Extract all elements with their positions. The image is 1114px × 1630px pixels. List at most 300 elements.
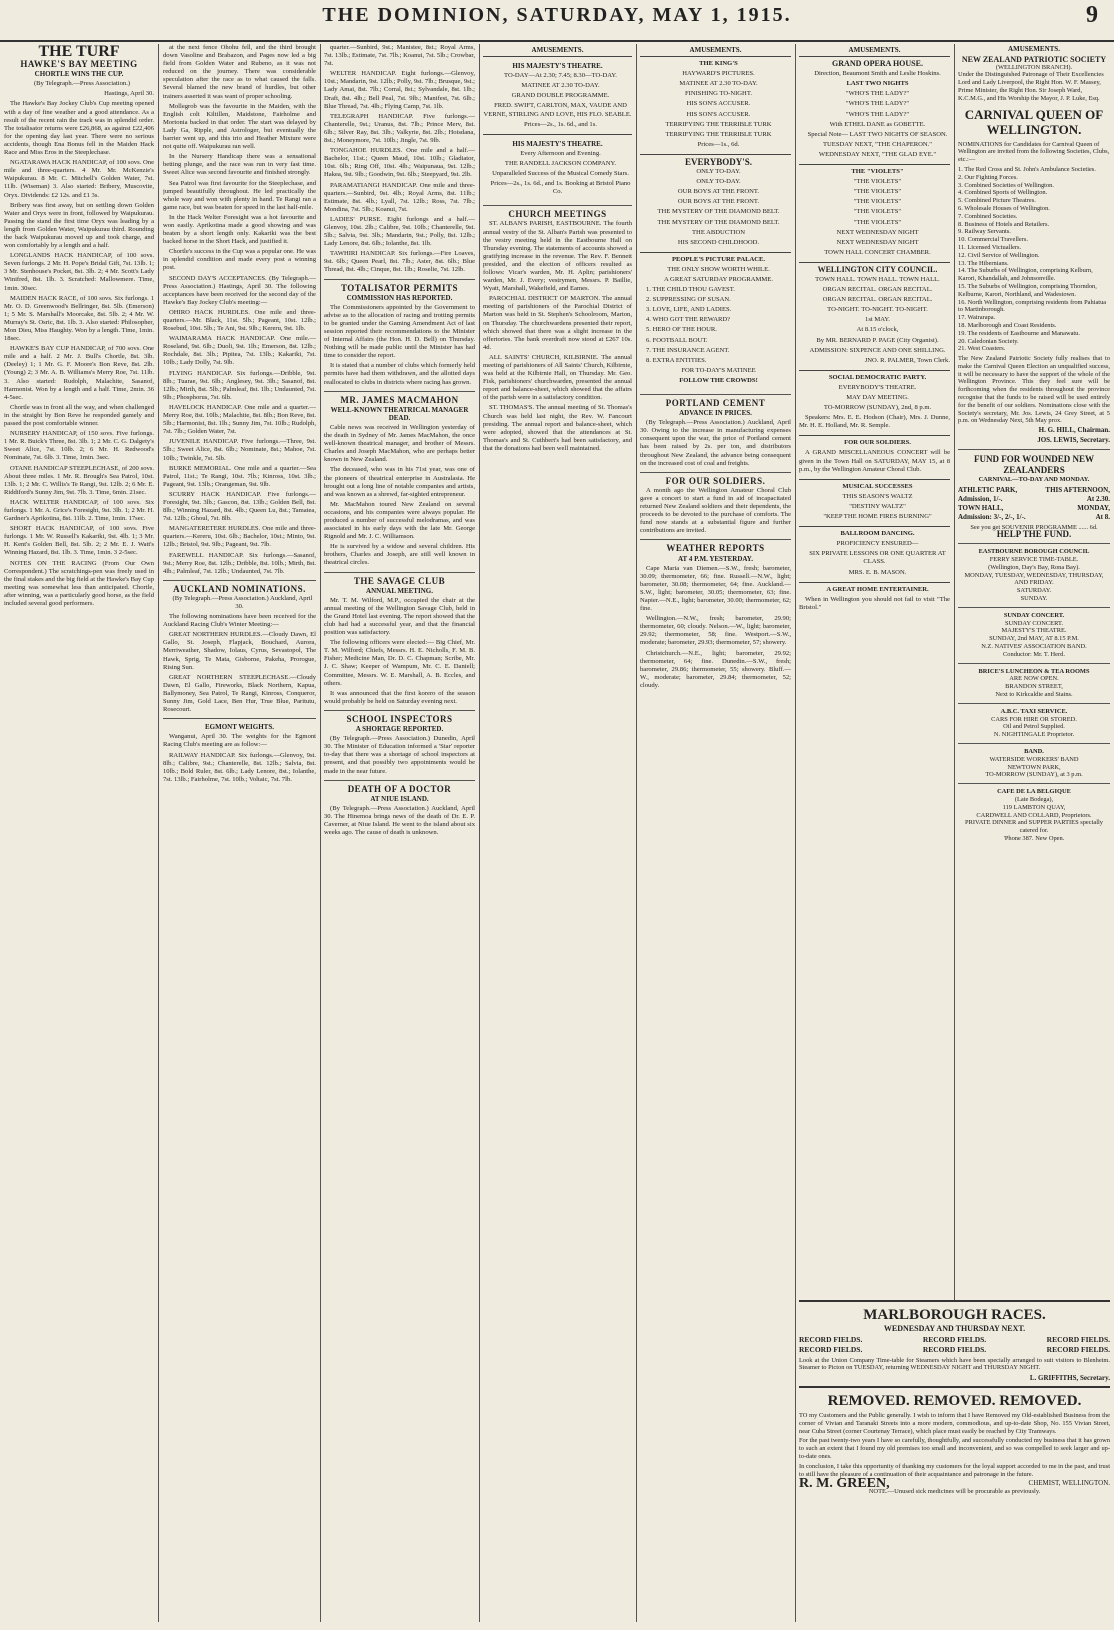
removed-title: REMOVED. REMOVED. REMOVED.: [827, 1392, 1082, 1409]
page-number: 9: [1086, 2, 1098, 28]
ad-line: 8. EXTRA ENTITIES.: [646, 356, 707, 364]
divider: [163, 580, 316, 581]
cafe-line: 119 LAMBTON QUAY,: [1002, 803, 1066, 811]
brice-line: Next to Kirkcaldie and Stains.: [995, 691, 1073, 698]
ad-line: 3. LOVE, LIFE, AND LADIES.: [646, 306, 732, 314]
fund-subtitle: CARNIVAL—TO-DAY AND MONDAY.: [978, 475, 1090, 483]
list-item: 8. Business of Hotels and Retailers.: [958, 220, 1050, 228]
paragraph: quarter.—Sunbird, 9st.; Manistee, 8st.; Royal Arms, 7st. 13lb.; Estimate, 7st. 7lb.; Koanui, 7st. 5lb.; Crowbar, 7st.: [324, 44, 475, 68]
ad-line: TERRIFYING THE TERRIBLE TURK: [665, 120, 772, 128]
ad-line: Special Note— LAST TWO NIGHTS OF SEASON.: [807, 130, 948, 138]
article-subheadline: WELL-KNOWN THEATRICAL MANAGER DEAD.: [330, 405, 469, 422]
nominations-intro: NOMINATIONS for Candidates for Carnival Queen of Wellington are invited from the following Societies, Clubs, etc.:—: [958, 140, 1110, 164]
paragraph: ST. THOMAS'S. The annual meeting of St. Thomas's Church was held last night, the Rev. W. Fancourt presiding. The annual report and balance-sheet, which were adopted, showed that the attendances at St. Thomas's and St. Cuthbert's had been satisfactory, and that the donations had been well maintained.: [483, 404, 632, 452]
paragraph: SECOND DAY'S ACCEPTANCES. (By Telegraph.—Press Association.) Hastings, April 30. The following acceptances have been received for the second day of the Hawke's Bay Jockey Club's meeting:—: [163, 274, 316, 306]
ad-line: With ETHEL DANE as GOBETTE.: [829, 120, 926, 128]
article-headline: AUCKLAND NOMINATIONS.: [173, 583, 306, 594]
eastbourne-line: (Wellington, Day's Bay, Rona Bay).: [988, 563, 1080, 571]
removed-text: TO my Customers and the Public generally. I wish to inform that I have Removed my Old-established Business from the corner of Vivian and Taranaki Streets into a more modern, commodious, and up-to-date Shop, No. 155 Vivian Street, near Cuba Street (corner Courtenay Terrace), which place must easily be reached by City Tramways.: [799, 1411, 1110, 1435]
article-headline: THE SAVAGE CLUB: [353, 575, 446, 586]
paragraph: Christchurch.—N.E., light; barometer, 29.92; thermometer, 64; fine. Dunedin.—S.W., fresh; barometer, 29.86; thermometer, 55; showery. Bluff.—W., moderate; barometer, 29.84; thermometer, 52; cloudy.: [640, 649, 791, 689]
list-item: 15. The Suburbs of Wellington, comprising Thorndon, Kelburne, Karori, Northland, and Wadestown.: [958, 282, 1097, 298]
eastbourne-line: SUNDAY.: [1020, 595, 1048, 603]
fund-time: THIS AFTERNOON,: [1045, 485, 1110, 494]
list-item: 17. Wairarapa.: [958, 314, 996, 322]
paragraph: The Commissioners appointed by the Government to advise as to the allocation of racing and trotting permits to be granted under the Gaming Amendment Act of last session reported their recommendations to the Minister of Internal Affairs (the Hon. H. D. Bell) on Thursday. Nothing will be made public until the Minister has had time to consider the report.: [324, 303, 475, 360]
article-subheadline: COMMISSION HAS REPORTED.: [346, 293, 453, 302]
article-headline: WEATHER REPORTS: [666, 543, 765, 554]
signature: JOS. LEWIS, Secretary.: [1037, 436, 1110, 445]
ad-title: A GREAT HOME ENTERTAINER.: [826, 585, 929, 593]
article-headline: PORTLAND CEMENT: [665, 398, 766, 408]
ad-line: Unparalleled Success of the Musical Comedy Stars.: [492, 170, 629, 178]
ad-line: "KEEP THE HOME FIRES BURNING": [823, 513, 932, 521]
list-item: 6. Wholesale Houses of Wellington.: [958, 204, 1050, 212]
column-racing-cont: [163, 44, 316, 1622]
ad-line: Prices—1s., 6d.: [697, 140, 740, 148]
ad-line: THE ONLY SHOW WORTH WHILE.: [667, 265, 770, 273]
list-item: 13. The Hibernians.: [958, 259, 1009, 267]
ad-line: OUR BOYS AT THE FRONT.: [677, 198, 760, 206]
paragraph: The deceased, who was in his 71st year, was one of the pioneers of theatrical enterprise in Australasia. He brought out a long line of notable companies and artists, and was known as a shrewd, far-sighted entrepreneur.: [324, 466, 475, 498]
ad-title: GRAND OPERA HOUSE.: [832, 59, 923, 69]
ad-line: A GREAT SATURDAY PROGRAMME.: [664, 275, 773, 283]
article-subheadline: A SHORTAGE REPORTED.: [355, 725, 444, 734]
article-headline: DEATH OF A DOCTOR: [347, 783, 452, 794]
divider: [958, 703, 1110, 704]
fund-admission: Admission, 1/-.: [958, 494, 1003, 503]
divider: [640, 394, 791, 395]
column-rule: [795, 44, 796, 1622]
article-headline: CHURCH MEETINGS: [508, 209, 607, 220]
advertisement-peoples: [640, 252, 791, 390]
fund-time: MONDAY,: [1077, 503, 1110, 512]
taxi-title: A.B.C. TAXI SERVICE.: [1000, 707, 1068, 715]
divider: [324, 572, 475, 573]
ad-line: 2. SUPPRESSING OF SUSAN.: [646, 296, 731, 304]
ad-line: HIS SECOND CHILDHOOD.: [677, 238, 760, 246]
paragraph: NURSERY HANDICAP, of 150 sovs. Five furlongs. 1 Mr. R. Buick's Three, 8st. 3lb. 1; 2 Mr. C. G. Dalgety's Sweet Alice, 7st. 10lb. 2; 6 Mr. H. Redwood's Nominate, 7st. 6lb. 3. Time, 1min. 3sec.: [4, 430, 154, 462]
article-headline: SCHOOL INSPECTORS: [346, 713, 453, 724]
divider: [163, 718, 316, 719]
article-subheadline: ADVANCE IN PRICES.: [679, 409, 752, 418]
ad-line: "WHO'S THE LADY?": [845, 90, 910, 98]
brice-line: ARE NOW OPEN.: [1009, 675, 1059, 683]
divider: [324, 780, 475, 781]
concert-line: MAJESTY'S THEATRE.: [1001, 627, 1067, 635]
masthead-title: THE DOMINION, SATURDAY, MAY 1, 1915.: [322, 4, 792, 26]
ad-line: LAST TWO NIGHTS: [846, 80, 909, 88]
ad-line: TUESDAY NEXT, "THE CHAPERON.": [823, 140, 932, 148]
paragraph: Chortle's success in the Cup was a popular one. He was in splendid condition and made every post a winning post.: [163, 248, 316, 272]
list-item: 7. Combined Societies.: [958, 212, 1018, 220]
marlborough-title: MARLBOROUGH RACES.: [863, 1307, 1046, 1323]
concert-line: SUNDAY CONCERT.: [1005, 619, 1063, 627]
paragraph: The following officers were elected:— Big Chief, Mr. T. M. Wilford; Chiefs, Messrs. H. E. Nicholls, F. M. B. Fisher; Medicine Man, Dr. D. C. Chapman; Scribe, Mr. J. C. Shaw; Keeper of Wampum, Mr. C. E. Daniell; Committee, Messrs. W. E. Marshall, A. B. Eccles, and others.: [324, 639, 475, 687]
paragraph: OHIRO HACK HURDLES. One mile and three-quarters.—Mr. Black, 11st. 5lb.; Pageant, 10st. 12lb.; Rosebud, 10st. 5lb.; Te Ani, 9st. 9lb.; Kereru, 9st. 1lb.: [163, 308, 316, 333]
ad-line: 6. FOOTBALL BOUT.: [646, 336, 708, 344]
article-subheadline: AT 4 P.M. YESTERDAY.: [678, 554, 753, 563]
patronage-text: Under the Distinguished Patronage of Their Excellencies Lord and Lady Liverpool, the Right Hon. W. F. Massey, Prime Minister, the Right Hon. Sir Joseph Ward, K.C.M.G., and His Worship the Mayor, J. P. Luke, Esq.: [958, 71, 1104, 102]
record-fields-row: [799, 1346, 1110, 1354]
record-fields: RECORD FIELDS.: [922, 1344, 987, 1354]
advertisement: [483, 56, 632, 134]
ad-line: A GRAND MISCELLANEOUS CONCERT will be given in the Town Hall on SATURDAY, MAY 15, at 8 p.m., by the Wellington Amateur Choral Club.: [799, 449, 950, 473]
ad-line: "THE VIOLETS": [853, 218, 902, 226]
list-item: 3. Combined Societies of Wellington.: [958, 181, 1054, 189]
paragraph: GREAT NORTHERN HURDLES.—Cloudy Dawn, El Gallo, St. Joseph, Flapjack, Bouchard, Aurora, Merriweather, Shadow, Iolaus, Cyrus, Sevastopol, The Hawk, Sprig, Te Mata, Gisborne, Pakeha, Prorogue, Rising Sun.: [163, 631, 316, 671]
fund-time: At 8.: [1095, 512, 1110, 521]
divider: [958, 607, 1110, 608]
paragraph: Wellington.—N.W., fresh; barometer, 29.90; thermometer, 60; cloudy. Nelson.—W., light; barometer, 29.92; thermometer, 58; fine. Westport.—S.W., moderate; barometer, 29.93; thermometer, 57; showery.: [640, 615, 791, 647]
taxi-line: N. NIGHTINGALE Proprietor.: [993, 731, 1075, 739]
byline: (By Telegraph.—Press Association.) Auckland, April 30.: [172, 594, 313, 610]
ad-line: At 8.15 o'clock,: [856, 326, 899, 334]
ad-line: HAYWARD'S PICTURES.: [682, 70, 755, 78]
divider: [640, 539, 791, 540]
column-rule: [158, 44, 159, 1622]
paragraph: BURKE MEMORIAL. One mile and a quarter.—Sea Patrol, 11st.; Te Rangi, 10st. 7lb.; Kinross, 10st. 3lb.; Pageant, 9st. 13lb.; Orangeman, 9st. 9lb.: [163, 464, 316, 488]
ad-line: FOR TO-DAY'S MATINEE: [681, 366, 756, 374]
society-subtitle: (WELLINGTON BRANCH).: [995, 63, 1073, 71]
paragraph: (By Telegraph.—Press Association.) Auckland, April 30. The Hinemoa brings news of the death of Dr. E. P. Caverner, at Niue Island. He went to the island about six weeks ago. The cause of death is unknown.: [324, 804, 475, 837]
divider: [640, 472, 791, 473]
paragraph: In the Hack Welter Foresight was a hot favourite and won easily. Aprikotina made a good showing and was beaten by a short length only. Kakariki was the best backed horse in the Short Hack, and justified it.: [163, 213, 316, 246]
ad-line: 4. WHO GOT THE REWARD?: [646, 316, 731, 324]
paragraph: He is survived by a widow and several children. His brothers, Charles and Joseph, are still well known in theatrical circles.: [324, 543, 475, 567]
ad-line: TO-NIGHT. TO-NIGHT. TO-NIGHT.: [827, 306, 928, 314]
paragraph: NOTES ON THE RACING (From Our Own Correspondent.) The scratchings-pen was freely used in the final stakes and the big field at the Hawke's Bay Cup meeting was somewhat less than anticipated. Chortle, after winning, was a particularly good horse, as the field included several good performers.: [4, 559, 154, 607]
list-item: 9. Railway Servants.: [958, 228, 1011, 236]
paragraph: A month ago the Wellington Amateur Choral Club gave a concert to start a fund in aid of incapacitated returned New Zealand soldiers and their dependents, the proceeds to be devoted to the purchase of comforts. The fund now stands at a substantial figure and further contributions are invited.: [640, 486, 791, 535]
column-amusements-2: [640, 44, 791, 1622]
record-fields: RECORD FIELDS.: [1046, 1335, 1110, 1344]
article-headline: HAWKE'S BAY MEETING: [20, 59, 138, 70]
list-item: 11. Licensed Victuallers.: [958, 243, 1022, 251]
ad-title: WELLINGTON CITY COUNCIL.: [817, 264, 938, 274]
ad-line: ORGAN RECITAL. ORGAN RECITAL.: [822, 296, 933, 304]
paragraph: LONGLANDS HACK HANDICAP, of 100 sovs. Seven furlongs. 2 Mr. H. Pope's Bridal Gift, 7st. 13lb. 1; 3 Mr. Stenhouse's Pocket, 8st. 3lb. 2; 4 Mr. Scott's Lady Winifred, 8st. 1lb. 3. Scratched: Mallowmere. Time, 1min. 30sec.: [4, 252, 154, 292]
green-name: R. M. GREEN,: [799, 1476, 890, 1492]
advertisement-soldiers: [799, 435, 950, 478]
paragraph: Cape Maria van Diemen.—S.W., fresh; barometer, 30.09; thermometer, 66; fine. Russell.—N.W., light; barometer, 30.08; thermometer, 64; fine. Auckland.—S.W., light; barometer, 30.05; thermometer, 63; fine. Napier.—N.E., light; barometer, 30.00; thermometer, 62; fine.: [640, 564, 791, 613]
paragraph: at the next fence Ohohu fell, and the third brought down Vasoline and Brabazon, and Pages now led a big field from Golden Water and Rubeno, as it was not reduced on the journey. There was considerable speculation after the race as to what caused the falls. Several blamed the new brand of hurdles, but other trainers asserted it was want of proper schooling.: [163, 44, 316, 100]
paragraph: FAREWELL HANDICAP. Six furlongs.—Sasanof, 9st.; Merry Roe, 8st. 12lb.; Dribble, 8st. 10lb.; Mirth, 8st. 4lb.; Palmleaf, 7st. 12lb.; Undaunted, 7st. 7lb.: [163, 551, 316, 575]
cafe-line: CARDWELL AND COLLARD, Proprietors.: [976, 811, 1092, 819]
marlborough-subtitle: WEDNESDAY AND THURSDAY NEXT.: [883, 1324, 1026, 1333]
divider: [958, 743, 1110, 744]
ad-line: THE MYSTERY OF THE DIAMOND BELT.: [657, 208, 780, 216]
fund-admission: Admission: 3/-, 2/-, 1/-.: [958, 512, 1026, 521]
paragraph: Sea Patrol was first favourite for the Steeplechase, and jumped beautifully throughout. He led practically the whole way and won with plenty in hand. Te Rangi ran a game race, but was beaten for speed in the last half-mile.: [163, 179, 316, 211]
paragraph: JUVENILE HANDICAP. Five furlongs.—Three, 9st. 5lb.; Sweet Alice, 8st. 6lb.; Nominate, 8st.; Mahoe, 7st. 10lb.; Twinkle, 7st. 5lb.: [163, 438, 316, 462]
divider: [958, 449, 1110, 450]
ad-line: 1st MAY.: [865, 316, 890, 324]
taxi-line: CARS FOR HIRE OR STORED.: [991, 715, 1077, 723]
column-amusements-1: [483, 44, 632, 1622]
band-line: TO-MORROW (SUNDAY), at 3 p.m.: [985, 771, 1083, 779]
removed-text: For the past twenty-two years I have so carefully, thoughtfully, and successfully conducted my business that it has grown to such an extent that I found my old premises too small and inconvenient, and so was compelled to seek larger and up-to-date ones.: [799, 1437, 1110, 1460]
paragraph: The Hawke's Bay Jockey Club's Cup meeting opened with a day of fine weather and a good attendance. As a result of the recent rain the track was in splendid order. The totalisator returns were £26,868, as against £22,406 for the opening day last year. There were no serious accidents, though Ena Bonus fell in the Maiden Hack Race and Miss Eros in the Steeplechase.: [4, 100, 154, 157]
ad-line: THE MYSTERY OF THE DIAMOND BELT.: [657, 218, 780, 226]
ad-line: Every Afternoon and Evening.: [520, 149, 601, 157]
byline: (By Telegraph.—Press Association.): [33, 80, 131, 88]
advertisement-ballroom: [799, 526, 950, 581]
paragraph: Mr. MacMahon toured New Zealand on several occasions, and his companies were always popular. He produced a number of successful melodramas, and was associated in his early days with the late Mr. George Rignold and Mr. J. C. Williamson.: [324, 500, 475, 541]
bottom-right-ads: [799, 1300, 1110, 1622]
marlborough-note: Look at the Union Company Time-table for Steamers which have been specially arranged to suit visitors to Blenheim. Steamer to Picton on TUESDAY, returning WEDNESDAY NIGHT and THURSDAY NIGHT.: [799, 1356, 1110, 1372]
ad-line: EVERYBODY'S THEATRE.: [838, 383, 917, 391]
ad-line: Direction, Beaumont Smith and Leslie Hoskins.: [814, 70, 941, 78]
eastbourne-line: MONDAY, TUESDAY, WEDNESDAY, THURSDAY, AND FRIDAY.: [964, 571, 1104, 587]
ad-line: 7. THE INSURANCE AGENT.: [646, 346, 730, 354]
paragraph: Wanganui, April 30. The weights for the Egmont Racing Club's meeting are as follow:—: [163, 733, 316, 749]
paragraph: (By Telegraph.—Press Association.) Dunedin, April 30. The Minister of Education informed a 'Star' reporter to-day that there was a shortage of school inspectors at present, and that possibly two appointments would be made in the near future.: [324, 735, 475, 775]
ad-line: HIS SON'S ACCUSER.: [686, 100, 751, 108]
band-line: WATERSIDE WORKERS' BAND: [989, 755, 1079, 763]
ad-line: "THE VIOLETS": [853, 188, 902, 196]
paragraph: WELTER HANDICAP. Eight furlongs.—Glenvoy, 10st.; Mandarin, 9st. 12lb.; Polly, 9st. 7lb.; Brusque, 9st.; Lady Amai, 8st. 7lb.; Corral, 8st.; Sylvandale, 8st. 1lb.; Draft, 8st. 4lb.; Bell Peal, 7st. 9lb.; Manifest, 7st. 6lb.; Blue Thread, 7st. 4lb.; Flying Camp, 7st. 1lb.: [324, 70, 475, 110]
divider: [958, 543, 1110, 544]
fund-right: [1045, 486, 1110, 522]
ad-title: FOR OUR SOLDIERS.: [844, 439, 911, 447]
ad-line: MATINEE AT 2.30 TO-DAY.: [521, 82, 600, 90]
society-title: NEW ZEALAND PATRIOTIC SOCIETY: [961, 54, 1107, 64]
band-title: BAND.: [1024, 747, 1044, 755]
paragraph: TELEGRAPH HANDICAP. Five furlongs.—Chanterelle, 9st.; Uranus, 8st. 7lb.; Prince Merv, 8st. 6lb.; Silver Ray, 8st. 3lb.; Valkyrie, 8st. 2lb.; Hoisdana, 8st.; Moneymore, 7st. 10lb.; Jingle, 7st. 9lb.: [324, 112, 475, 145]
record-fields: RECORD FIELDS.: [922, 1335, 987, 1344]
ad-line: When in Wellington you should not fail to visit "The Bristol.": [799, 595, 950, 611]
concert-line: N.Z. NATIVES' ASSOCIATION BAND.: [981, 643, 1087, 651]
fund-venue: TOWN HALL,: [958, 503, 1004, 512]
paragraph: TAWHIRI HANDICAP. Six furlongs.—Fire Loaves, 9st. 6lb.; Queen Pearl, 8st. 7lb.; Aster, 8st. 6lb.; Blue Thread, 8st. 4lb.; Cinque, 8st. 1lb.; Roselie, 7st. 12lb.: [324, 250, 475, 274]
paragraph: NGATARAWA HACK HANDICAP, of 100 sovs. One mile and three-quarters. 4 Mr. Mr. McKenzie's Waipukurau. 8 Mr. C. Mitchell's Golden Water, 7st. 11lb. (Wiseman) 3. Also started: Bribery, Muscovite, Oryx. Dividends: £2 12s. and £1 3s.: [4, 159, 154, 199]
record-fields: RECORD FIELDS.: [799, 1335, 863, 1344]
ad-title: EVERYBODY'S.: [685, 156, 752, 167]
paragraph: Bribery was first away, but on settling down Golden Water and Oryx were in front, followed by Waipukurau. Passing the stand the first time Oryx was leading by a length from Golden Water, Waipukurau third. Rounding the back Waipukurau moved up and took charge, and won comfortably by a length and a half.: [4, 201, 154, 250]
article-headline: EGMONT WEIGHTS.: [205, 723, 274, 732]
paragraph: RAILWAY HANDICAP. Six furlongs.—Glenvoy, 9st. 8lb.; Calibre, 9st.; Chanterelle, 8st. 12lb.; Salvia, 8st. 10lb.; Bold Ruler, 8st. 6lb.; Lady Lenore, 8st.; Iolanthe, 7st. 13lb.; Fairholme, 7st. 10lb.; Voltaic, 7st. 7lb.: [163, 751, 316, 783]
cafe-title: CAFE DE LA BELGIQUE: [997, 788, 1071, 796]
paragraph: MANGATERETERE HURDLES. One mile and three-quarters.—Kereru, 10st. 6lb.; Bachelor, 10st.; Minto, 9st. 12lb.; Bristol, 9st. 9lb.; Pageant, 9st. 7lb.: [163, 525, 316, 549]
article-subheadline: CHORTLE WINS THE CUP.: [34, 70, 124, 79]
ad-line: NEXT WEDNESDAY NIGHT: [836, 238, 919, 246]
record-fields: RECORD FIELDS.: [799, 1344, 863, 1354]
ad-line: MRS. E. B. MASON.: [848, 568, 907, 576]
divider: [483, 205, 632, 206]
advertisement-council: [799, 262, 950, 370]
ad-line: THE ABDUCTION: [692, 228, 745, 236]
signature: H. G. HILL, Chairman.: [1038, 426, 1110, 435]
divider: [324, 279, 475, 280]
ad-line: By MR. BERNARD P. PAGE (City Organist).: [816, 336, 939, 344]
ad-line: WEDNESDAY NEXT, "THE GLAD EYE.": [818, 150, 937, 158]
ad-line: FRED. SWIFT, CARLTON, MAX, VAUDE AND VERNE, STIRLING AND LOVE, HIS FLO. SEABLE.: [483, 102, 632, 118]
list-item: 1. The Red Cross and St. John's Ambulance Societies.: [958, 165, 1096, 173]
souvenir-note: See you get SOUVENIR PROGRAMME ...... 6d.: [970, 523, 1098, 531]
ad-line: "WHO'S THE LADY?": [845, 100, 910, 108]
fund-time: At 2.30.: [1086, 494, 1110, 503]
ad-line: NEXT WEDNESDAY NIGHT: [836, 228, 919, 236]
column-rule: [320, 44, 321, 1622]
ad-line: TO-MORROW (SUNDAY), 2nd, 8 p.m.: [823, 404, 932, 412]
carnival-title: CARNIVAL QUEEN OF WELLINGTON.: [964, 106, 1104, 137]
ad-line: FINISHING TO-NIGHT.: [684, 90, 753, 98]
cafe-line: 'Phone 387. New Open.: [1003, 834, 1065, 842]
paragraph: It is stated that a number of clubs which formerly held permits have had them withdrawn, and the allotted days reallocated to clubs in districts where racing has grown.: [324, 362, 475, 386]
paragraph: HAWKE'S BAY CUP HANDICAP, of 700 sovs. One mile and a half. 2 Mr. J. Bull's Chortle, 8st. 3lb. (Deeley) 1; 1 Mr. G. F. Moore's Bon Reve, 8st. 2lb. (Young) 2; 3 Mr. A. B. Williams's Merry Roe, 7st. 11lb. 3. Also started: Rudolph, Malachite, Sasanof, Harmonist. Won by a length and a half. Time, 2min. 36 4-5sec.: [4, 345, 154, 401]
article-subheadline: ANNUAL MEETING.: [366, 586, 433, 595]
list-item: 2. Our Fighting Forces.: [958, 173, 1018, 181]
paragraph: WAIMARAMA HACK HANDICAP. One mile.—Roseland, 9st. 6lb.; Duoli, 9st. 1lb.; Emerson, 8st. 12lb.; Rochdale, 8st. 3lb.; Pipitea, 7st. 13lb.; Kakariki, 7st. 10lb.; Lady Dolly, 7st. 9lb.: [163, 335, 316, 367]
ad-line: HIS SON'S ACCUSER.: [686, 110, 751, 118]
ad-line: ONLY TO-DAY.: [696, 178, 741, 186]
record-fields-row: [799, 1336, 1110, 1344]
ad-line: Prices—2s., 1s. 6d., and 1s.: [524, 120, 597, 128]
divider: [324, 391, 475, 392]
ad-line: THE RANDELL JACKSON COMPANY.: [504, 159, 617, 167]
paragraph: OTANE HANDICAP STEEPLECHASE, of 200 sovs. About three miles. 1 Mr. R. Brough's Sea Patrol, 10st. 13lb. 1; 2 Mr. C. Willis's Te Rangi, 9st. 12lb. 2; 6 Mr. E. Riddiford's Sunny Jim, 9st. 7lb. 3. Time, 6min. 21sec.: [4, 464, 154, 496]
ad-line: TO-DAY—At 2.30; 7.45; 8.30—TO-DAY.: [504, 72, 617, 80]
removed-text: In conclusion, I take this opportunity of thanking my customers for the loyal support accorded to me in the past, and trust to still have the pleasure of a continuation of their acquaintance and patronage in the future.: [799, 1462, 1110, 1478]
list-item: 4. Combined Sports of Wellington.: [958, 189, 1048, 197]
carnival-body: The New Zealand Patriotic Society fully realises that to make the Carnival Queen Election an unqualified success, it will be necessary to have the support of the whole of the Wellington Province. This they feel sure will be forthcoming when the residents throughout the province recognise that the funds to be raised will be used entirely for the benefit of our soldiers. Nominations close with the Society's secretary, Mr. Jos. Lewis, 24 Grey Street, at 5 p.m. on Wednesday Next, 5th May prox.: [958, 355, 1110, 425]
paragraph: SCURRY HACK HANDICAP. Five furlongs.—Foresight, 9st. 3lb.; Gascon, 8st. 13lb.; Golden Bell, 8st. 8lb.; Winning Hazard, 8st. 4lb.; Queen Lu, 8st.; Tamatea, 7st. 12lb.; Ghoul, 7st. 8lb.: [163, 490, 316, 523]
section-heading: AMUSEMENTS.: [689, 46, 742, 54]
fund-left: [958, 486, 1026, 522]
masthead: [0, 0, 1114, 42]
list-item: 10. Commercial Travellers.: [958, 236, 1028, 244]
concert-title: SUNDAY CONCERT.: [1003, 611, 1065, 619]
paragraph: ST. ALBAN'S PARISH, EASTBOURNE. The fourth annual vestry of the St. Alban's Parish was presented to the vestry meeting held in the Eastbourne Hall on Thursday evening. The statements of accounts showed a gratifying increase in the revenue. The Rev. F. Bennett presided, and the election of officers resulted as follows: Vicar's warden, Mr. H. Aplin; parishioners' warden, Mr. J. Every; vestrymen, Messrs. P. Baillie, Wyatt, Marshall, Wakefield, and Eames.: [483, 220, 632, 293]
divider: [958, 663, 1110, 664]
divider: [958, 783, 1110, 784]
ad-title: BALLROOM DANCING.: [840, 530, 915, 538]
paragraph: Chortle was in front all the way, and when challenged in the straight by Bon Reve he responded gamely and passed the post comfortable winner.: [4, 403, 154, 428]
list-item: 19. The residents of Eastbourne and Manawatu.: [958, 329, 1080, 337]
marlborough-signature: L. GRIFFITHS, Secretary.: [1029, 1374, 1110, 1383]
paragraph: HACK WELTER HANDICAP, of 100 sovs. Six furlongs. 1 Mr. A. Grice's Foresight, 9st. 3lb. 1; 2 Mr. H. Gardner's Aprikotina, 8st. 11lb. 2. Time, 1min. 17sec.: [4, 498, 154, 523]
advertisement-everybodys: [640, 154, 791, 252]
list-item: 12. Civil Service of Wellington.: [958, 251, 1040, 259]
paragraph: Mr. T. M. Wilford, M.P., occupied the chair at the annual meeting of the Wellington Savage Club, held in the Grand Hotel last evening. The report showed that the club had had a successful year, and that the financial position was satisfactory.: [324, 596, 475, 637]
taxi-line: Oil and Petrol Supplied.: [1003, 723, 1065, 731]
ad-line: ORGAN RECITAL. ORGAN RECITAL.: [822, 286, 933, 294]
column-rule: [479, 44, 480, 1622]
advertisement-kings: [640, 56, 791, 154]
band-line: NEWTOWN PARK,: [1007, 763, 1061, 771]
ad-line: "THE VIOLETS": [853, 198, 902, 206]
paragraph: LADIES' PURSE. Eight furlongs and a half.—Glenvoy, 10st. 2lb.; Calibre, 9st. 10lb.; Chanterelle, 9st. 5lb.; Salvia, 9st. 3lb.; Mandarin, 9st.; Polly, 8st. 12lb.; Lady Lenore, 8st. 6lb.; Iolanthe, 8st. 1lb.: [324, 215, 475, 248]
ad-line: FOLLOW THE CROWDS!: [679, 376, 758, 384]
dateline: Hastings, April 30.: [104, 90, 154, 98]
ad-title: SOCIAL DEMOCRATIC PARTY.: [828, 373, 927, 381]
ad-line: 1. THE CHILD THOU GAVEST.: [646, 286, 735, 294]
paragraph: ALL SAINTS' CHURCH, KILBIRNIE. The annual meeting of parishioners of All Saints' Church, Kilbirnie, was held at the Kilbirnie Hall, on Thursday. Mr. Geo. Fisk, parishioners' churchwarden, presented the annual report and balance-sheet, which showed that the affairs of the parish were in a satisfactory condition.: [483, 353, 632, 402]
nominations-list: [958, 166, 1110, 353]
column-turf: [4, 44, 154, 1622]
ad-title: PEOPLE'S PICTURE PALACE.: [671, 255, 766, 263]
paragraph: HAVELOCK HANDICAP. One mile and a quarter.—Merry Roe, 8st. 10lb.; Malachite, 8st. 8lb.; Bon Reve, 8st. 5lb.; Harmonist, 8st. 1lb.; Sunny Jim, 7st. 10lb.; Rudolph, 7st. 7lb.; Golden Water, 7st.: [163, 403, 316, 436]
section-heading: AMUSEMENTS.: [531, 46, 584, 54]
ad-line: SIX PRIVATE LESSONS OR ONE QUARTER AT CLASS.: [809, 550, 946, 566]
concert-line: SUNDAY, 2nd MAY, AT 8.15 P.M.: [989, 635, 1079, 643]
fund-venue: ATHLETIC PARK,: [958, 485, 1018, 494]
advertisement-entertainer: [799, 582, 950, 617]
ad-line: GRAND DOUBLE PROGRAMME.: [511, 92, 610, 100]
ad-line: TERRIFYING THE TERRIBLE TURK: [665, 130, 772, 138]
record-fields: RECORD FIELDS.: [1046, 1344, 1110, 1354]
ad-line: TOWN HALL CONCERT CHAMBER.: [824, 248, 931, 256]
list-item: 21. West Coasters.: [958, 345, 1006, 353]
advertisement-opera: [799, 56, 950, 164]
column-rule: [636, 44, 637, 1622]
list-item: 14. The Suburbs of Wellington, comprising Kelburn, Karori, Khandallah, and Johnsonville.: [958, 267, 1093, 283]
green-trade: CHEMIST, WELLINGTON.: [1028, 1479, 1110, 1488]
ad-line: ONLY TO-DAY.: [696, 168, 741, 176]
ad-line: JNO. R. PALMER, Town Clerk.: [864, 356, 950, 364]
article-headline: FOR OUR SOLDIERS.: [665, 475, 766, 486]
ad-line: Speakers: Mrs. E. E. Hodson (Chair), Mrs. J. Dunne, Mr. H. E. Holland, Mr. R. Semple.: [799, 414, 950, 430]
ad-line: TOWN HALL. TOWN HALL. TOWN HALL.: [815, 275, 940, 283]
ad-line: "DESTINY WALTZ": [849, 502, 906, 510]
advertisement-violets: [799, 164, 950, 262]
paragraph: MAIDEN HACK RACE, of 100 sovs. Six furlongs. 1 Mr. O. D. Greenwood's Bellringer, 8st. 5lb. (Emerson) 1; 5 Mr. S. Marshall's Moorcake, 8st. 5lb. 2; 4 Mr. W. Murray's St. Osric, 8st. 1lb. 3. Also started: Philosopher, Mon Dieu, Miss Haughty. Won by a length. Time, 1min. 18sec.: [4, 294, 154, 343]
list-item: 16. North Wellington, comprising residents from Pahiatua to Martinborough.: [958, 298, 1107, 314]
concert-line: Conductor: Mr. T. Herd.: [1003, 650, 1065, 658]
ad-line: "THE VIOLETS": [853, 208, 902, 216]
cafe-line: PRIVATE DINNER and SUPPER PARTIES specially catered for.: [965, 819, 1103, 835]
advertisement-social: [799, 370, 950, 436]
ad-line: MAY DAY MEETING.: [846, 394, 909, 401]
paragraph: PARAMATIANGI HANDICAP. One mile and three-quarters.—Sunbird, 9st. 4lb.; Royal Arms, 8st. 11lb.; Estimate, 8st. 4lb.; Lyall, 7st. 12lb.; Ross, 7st. 7lb.; Mondina, 7st. 5lb.; Koanui, 7st.: [324, 181, 475, 213]
paragraph: (By Telegraph.—Press Association.) Auckland, April 30. Owing to the increase in manufacturing expenses consequent upon the war, the price of Portland cement has been raised by 2s. per ton, and distributors throughout New Zealand, the advance being consequent on the increased cost of coal and freights.: [640, 419, 791, 467]
column-news: [324, 44, 475, 1622]
brice-title: BRICE'S LUNCHEON & TEA ROOMS: [978, 667, 1090, 675]
section-heading: AMUSEMENTS.: [848, 46, 901, 54]
ad-line: ADMISSION: SIXPENCE AND ONE SHILLING.: [809, 346, 946, 354]
fund-title: FUND FOR WOUNDED NEW ZEALANDERS: [973, 453, 1095, 475]
eastbourne-line: FERRY SERVICE TIME-TABLE.: [989, 556, 1079, 564]
paragraph: Mollegrob was the favourite in the Maiden, with the English colt Kiltillen, Maidstone, Fairholme and Mortonia backed in that order. The start was delayed by Lady Ga, Ripple, and Astrologer, but eventually the barrier went up, and this trio and Heather Mixture were not quite off. Waipukurau ran well.: [163, 102, 316, 151]
brice-line: BRANDON STREET,: [1005, 683, 1063, 691]
list-item: 18. Marlborough and Coast Residents.: [958, 321, 1057, 329]
list-item: 20. Caledonian Society.: [958, 337, 1019, 345]
fund-details: [958, 486, 1110, 522]
eastbourne-line: SATURDAY.: [1016, 587, 1052, 595]
ad-title: HIS MAJESTY'S THEATRE.: [512, 139, 603, 148]
paragraph: PAROCHIAL DISTRICT OF MARTON. The annual meeting of parishioners of the Parochial District of Marton was held in St. Stephen's Schoolroom, Marton, on Thursday. The churchwardens presented their report, which showed that there was a slight increase in the offertories. The bank overdraft now stood at £267 10s. 4d.: [483, 295, 632, 351]
ad-line: OUR BOYS AT THE FRONT.: [677, 188, 760, 196]
ad-title: THE KING'S: [699, 60, 738, 68]
ad-line: 5. HERO OF THE HOUR.: [646, 326, 717, 334]
section-heading: AMUSEMENTS.: [1008, 45, 1060, 53]
eastbourne-title: EASTBOURNE BOROUGH COUNCIL: [978, 548, 1090, 556]
ad-title: HIS MAJESTY'S THEATRE.: [512, 62, 603, 71]
paragraph: It was announced that the first korero of the season would probably be held on Saturday evening next.: [324, 689, 475, 705]
cafe-line: (Late Bodega),: [1014, 795, 1054, 803]
divider: [324, 710, 475, 711]
ad-line: "THE VIOLETS": [853, 178, 902, 186]
article-headline: MR. JAMES MACMAHON: [340, 394, 459, 405]
paragraph: In the Nursery Handicap there was a sensational betting plunge, and the race was run in very fast time. Sweet Alice was second favourite and finished strongly.: [163, 153, 316, 177]
list-item: 5. Combined Picture Theatres.: [958, 197, 1036, 205]
paragraph: SHORT HACK HANDICAP, of 100 sovs. Five furlongs. 1 Mr. W. Russell's Kakariki, 9st. 4lb. 1; 3 Mr. H. Kent's Golden Bell, 8st. 5lb. 2; 2 Mr. E. J. Watt's Winning Hazard, 8st. 1lb. 3. Time, 1min. 3 2-5sec.: [4, 525, 154, 557]
article-headline: TOTALISATOR PERMITS: [340, 282, 459, 293]
advertisement-musical: [799, 479, 950, 526]
ad-line: "WHO'S THE LADY?": [845, 110, 910, 118]
advertisement: [483, 134, 632, 202]
